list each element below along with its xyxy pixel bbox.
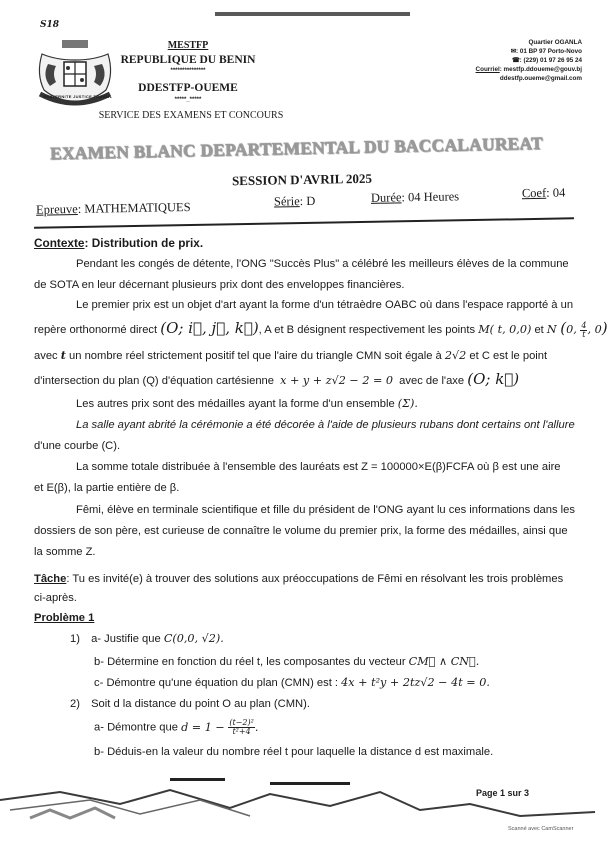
ministry-name: MESTFP [167, 40, 209, 51]
contexte-p2-line1: Le premier prix est un objet d'art ayant la forme d'un tétraèdre OABC où dans l'espace rapporté à un [76, 299, 574, 311]
tache-line2: ci-après. [34, 592, 77, 604]
exam-info-row [36, 183, 576, 220]
contexte-p2-line4: d'intersection du plan (Q) d'équation cartésienne x + y + z√2 − 2 = 0 avec de l'axe (O; k⃗) [34, 370, 520, 388]
service-name: SERVICE DES EXAMENS ET CONCOURS [98, 110, 284, 121]
q1b: b- Détermine en fonction du réel t, les composantes du vecteur CM⃗ ∧ CN⃗. [94, 655, 480, 668]
contact-bp: ✉: 01 BP 97 Porto-Novo [510, 48, 582, 55]
contact-courriel: Courriel: mestfp.ddoueme@gouv.bj [475, 66, 582, 73]
serie: Série: D [273, 193, 316, 209]
c-coords-math: C(0,0, √2). [163, 632, 224, 645]
q2: 2) Soit d la distance du point O au plan (CMN). [70, 698, 310, 710]
contexte-p5-line1: La somme totale distribuée à l'ensemble des lauréats est Z = 100000×E(β)FCFA où β est une aire [76, 461, 561, 473]
vecteur-math: CM⃗ ∧ CN⃗. [408, 655, 480, 668]
contexte-p1-line1: Pendant les congés de détente, l'ONG "Succès Plus" a célébré les meilleurs élèves de la commune [76, 258, 569, 270]
phone-icon: ☎ [511, 57, 520, 64]
fraction: $\frac{4}{t}$ [581, 320, 587, 339]
corner-mark: S18 [40, 20, 60, 30]
repere-math: (O; i⃗, j⃗, k⃗) [160, 319, 259, 337]
exam-title: EXAMEN BLANC DEPARTEMENTAL DU BACCALAUREAT [49, 132, 544, 164]
contexte-p2-line3: avec t un nombre réel strictement positif tel que l'aire du triangle CMN soit égale à 2√2 et C est le point [34, 348, 548, 362]
plan-cmn-math: 4x + t²y + 2tz√2 − 4t = 0. [341, 676, 490, 689]
tache-line1: Tâche: Tu es invité(e) à trouver des solutions aux préoccupations de Fêmi en résolvant les trois problèmes [34, 573, 564, 585]
aire-math: 2√2 [444, 349, 467, 362]
contexte-p5-line2: et E(β), la partie entière de β. [34, 482, 180, 494]
plan-q-equation: x + y + z√2 − 2 = 0 [280, 374, 394, 387]
contexte-p2-line2: repère orthonormé direct (O; i⃗, j⃗, k⃗), A et B désignent respectivement les points M( t, 0,0) et N (0, $\frac{4}{t}$ , 0) [34, 319, 608, 339]
scan-artifact-top [215, 12, 410, 16]
contexte-p3: Les autres prix sont des médailles ayant la forme d'un ensemble (Σ). [76, 397, 418, 410]
distance-formula: d = 1 − $\frac{\text{(t−2)²}}{\text{t²+4}}$ . [181, 718, 259, 736]
department-name: DDESTFP-OUEME [138, 82, 238, 94]
stars-separator-1: *************** [170, 68, 206, 74]
contexte-p4-line2: d'une courbe (C). [34, 440, 121, 452]
mail-icon: ✉ [510, 48, 516, 55]
contexte-p6-line1: Fêmi, élève en terminale scientifique et fille du président de l'ONG ayant lu ces informations dans les [76, 504, 575, 516]
seal-motto: FRATERNITE JUSTICE TRAVAIL [43, 94, 113, 99]
scanner-watermark: Scanné avec CamScanner [508, 826, 574, 832]
contact-block [440, 38, 582, 83]
point-m-math: M( t, 0,0) [478, 323, 532, 336]
duree: Durée: 04 Heures [370, 189, 460, 205]
contexte-p6-line2: dossiers de son père, est curieuse de connaître le volume du premier prix, la forme des médailles, ainsi que [34, 525, 568, 537]
q1a: 1) a- Justifie que C(0,0, √2). [70, 632, 224, 645]
contact-tel: ☎: (229) 01 97 26 95 24 [511, 57, 582, 64]
q2b: b- Déduis-en la valeur du nombre réel t pour laquelle la distance d est maximale. [94, 746, 494, 758]
contexte-p4-line1: La salle ayant abrité la cérémonie a été décorée à l'aide de plusieurs rubans dont certains ont l'allure [76, 419, 575, 431]
contact-quarter: Quartier OGANLA [528, 39, 582, 46]
contexte-p1-line2: de SOTA en leur décernant plusieurs prix dont des enveloppes financières. [34, 279, 405, 291]
session-title: SESSION D'AVRIL 2025 [231, 170, 373, 189]
contexte-heading: Contexte: Distribution de prix. [34, 236, 204, 250]
q1c: c- Démontre qu'une équation du plan (CMN) est : 4x + t²y + 2tz√2 − 4t = 0. [94, 676, 490, 689]
contexte-p6-line3: la somme Z. [34, 546, 96, 558]
point-n-math: N (0, $\frac{4}{t}$ , 0) [546, 319, 608, 339]
stars-separator-2: *****_***** [174, 97, 202, 103]
axe-math: (O; k⃗) [467, 370, 520, 388]
exam-title-banner [50, 133, 551, 173]
republic-name: REPUBLIQUE DU BENIN [120, 54, 256, 66]
coef: Coef: 04 [521, 185, 566, 201]
page-number: Page 1 sur 3 [476, 788, 530, 798]
contact-gmail: ddestfp.oueme@gmail.com [499, 75, 582, 82]
q2a: a- Démontre que d = 1 − $\frac{\text{(t−2)²}}{\text{t²+4}}$ . [94, 718, 259, 736]
probleme1-title: Problème 1 [34, 612, 95, 624]
epreuve: Epreuve: MATHEMATIQUES [35, 200, 191, 217]
